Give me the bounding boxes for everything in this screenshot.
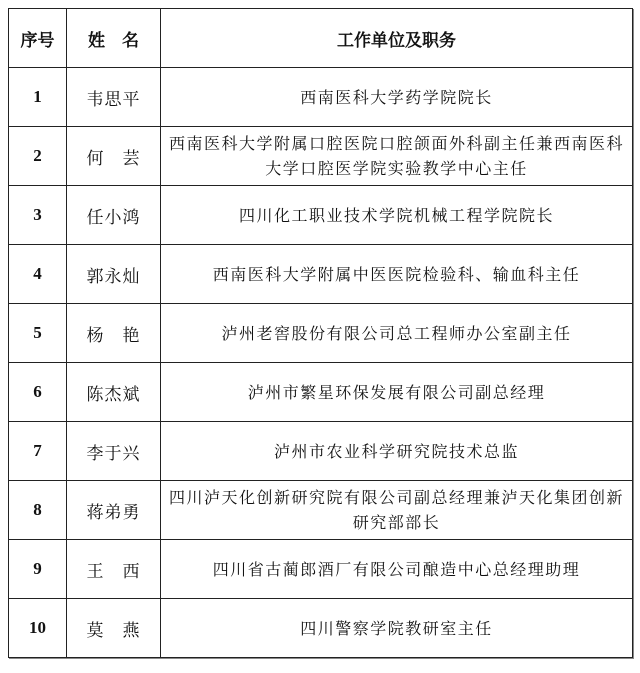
unit-position: 泸州市繁星环保发展有限公司副总经理 (161, 363, 633, 422)
serial-number: 4 (9, 245, 67, 304)
header-row (9, 9, 633, 68)
person-name: 任小鸿 (67, 186, 161, 245)
table-row (9, 363, 633, 422)
unit-position: 四川警察学院教研室主任 (161, 599, 633, 658)
person-name: 何 芸 (67, 127, 161, 186)
header-serial-number: 序号 (9, 9, 67, 68)
table-row (9, 245, 633, 304)
serial-number: 1 (9, 68, 67, 127)
table-row (9, 599, 633, 658)
person-name: 王 西 (67, 540, 161, 599)
table-row (9, 127, 633, 186)
serial-number: 3 (9, 186, 67, 245)
serial-number: 5 (9, 304, 67, 363)
unit-position: 四川省古蔺郎酒厂有限公司酿造中心总经理助理 (161, 540, 633, 599)
person-name: 郭永灿 (67, 245, 161, 304)
unit-position: 四川泸天化创新研究院有限公司副总经理兼泸天化集团创新研究部部长 (161, 481, 633, 540)
unit-position: 西南医科大学附属口腔医院口腔颌面外科副主任兼西南医科大学口腔医学院实验教学中心主任 (161, 127, 633, 186)
serial-number: 8 (9, 481, 67, 540)
person-name: 莫 燕 (67, 599, 161, 658)
table-row (9, 540, 633, 599)
person-name: 陈杰斌 (67, 363, 161, 422)
table-row (9, 481, 633, 540)
serial-number: 9 (9, 540, 67, 599)
person-name: 韦思平 (67, 68, 161, 127)
unit-position: 西南医科大学附属中医医院检验科、输血科主任 (161, 245, 633, 304)
unit-position: 西南医科大学药学院院长 (161, 68, 633, 127)
roster-table (8, 8, 633, 658)
unit-position: 四川化工职业技术学院机械工程学院院长 (161, 186, 633, 245)
unit-position: 泸州市农业科学研究院技术总监 (161, 422, 633, 481)
person-name: 杨 艳 (67, 304, 161, 363)
table-row (9, 186, 633, 245)
person-name: 李于兴 (67, 422, 161, 481)
table-row (9, 304, 633, 363)
unit-position: 泸州老窖股份有限公司总工程师办公室副主任 (161, 304, 633, 363)
person-name: 蒋弟勇 (67, 481, 161, 540)
serial-number: 2 (9, 127, 67, 186)
serial-number: 6 (9, 363, 67, 422)
serial-number: 7 (9, 422, 67, 481)
header-name: 姓 名 (67, 9, 161, 68)
table-row (9, 68, 633, 127)
serial-number: 10 (9, 599, 67, 658)
header-unit-position: 工作单位及职务 (161, 9, 633, 68)
table-row (9, 422, 633, 481)
